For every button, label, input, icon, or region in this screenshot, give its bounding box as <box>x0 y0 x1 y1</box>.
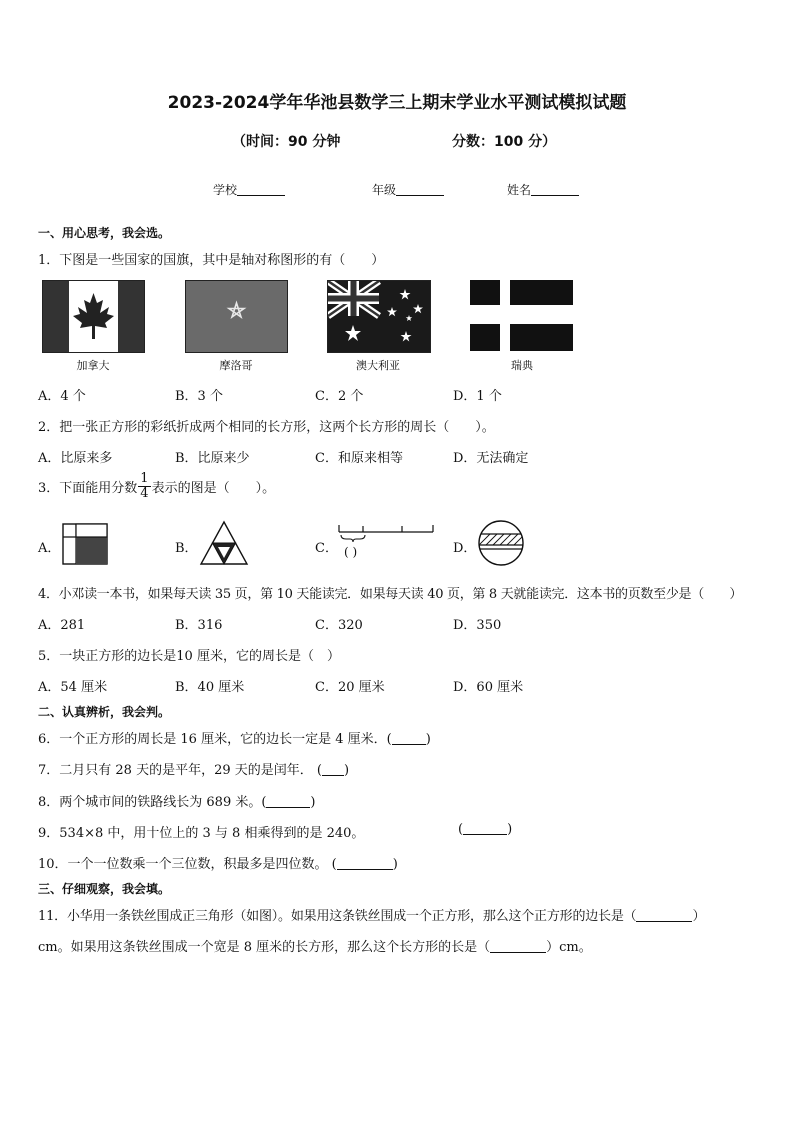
question-9-answer: ( ) <box>458 822 513 837</box>
question-8-text: 8．两个城市间的铁路线长为 689 米。( ) <box>38 795 316 810</box>
question-11-line-1: 11．小华用一条铁丝围成正三角形（如图）。如果用这条铁丝围成一个正方形，那么这个正方形的边长是（ ） <box>38 909 706 924</box>
question-9-text: 9．534×8 中，用十位上的 3 与 8 相乘得到的是 240。 <box>38 826 365 841</box>
q5-option-b: B．40 厘米 <box>175 680 245 695</box>
q5-option-d: D．60 厘米 <box>453 680 524 695</box>
flag-caption-canada: 加拿大 <box>76 359 110 372</box>
australia-flag-image <box>327 280 431 353</box>
q1-option-c: C．2 个 <box>315 389 364 404</box>
answer-blank-6[interactable] <box>392 732 426 745</box>
score-label: 分数：100 分） <box>452 134 557 150</box>
q4-option-b: B．316 <box>175 618 223 633</box>
q2-option-c: C．和原来相等 <box>315 451 403 466</box>
school-field: 学校 <box>213 181 285 198</box>
q4-option-d: D．350 <box>453 618 502 633</box>
answer-blank-9[interactable] <box>463 822 507 835</box>
section-heading-1: 一、用心思考，我会选。 <box>38 226 171 240</box>
q3-option-d-label: D． <box>453 541 477 556</box>
grade-field: 年级 <box>372 181 444 198</box>
q2-option-a: A．比原来多 <box>38 451 113 466</box>
q3-option-a-label: A． <box>38 541 61 556</box>
answer-blank-11b[interactable] <box>490 940 546 953</box>
q1-option-a: A．4 个 <box>38 389 86 404</box>
question-6-text: 6．一个正方形的周长是 16 厘米，它的边长一定是 4 厘米．( ) <box>38 732 431 747</box>
answer-blank-7[interactable] <box>322 763 344 776</box>
question-10-text: 10．一个一位数乘一个三位数，积最多是四位数。 ( ) <box>38 857 398 872</box>
page-title: 2023-2024学年华池县数学三上期末学业水平测试模拟试题 <box>167 93 627 113</box>
section-heading-3: 三、仔细观察，我会填。 <box>38 882 171 896</box>
section-heading-2: 二、认真辨析，我会判。 <box>38 705 171 719</box>
fraction-one-quarter: $\frac{1}{4}$ <box>140 471 149 501</box>
question-11-line-2: cm。如果用这条铁丝围成一个宽是 8 厘米的长方形，那么这个长方形的长是（ ）cm。 <box>38 940 592 955</box>
q3-option-c-label: C． <box>315 541 338 556</box>
answer-blank-10[interactable] <box>337 857 393 870</box>
question-7-text: 7．二月只有 28 天的是平年，29 天的是闰年． ( ) <box>38 763 350 778</box>
q4-option-a: A．281 <box>38 618 86 633</box>
q1-option-d: D．1 个 <box>453 389 502 404</box>
name-field: 姓名 <box>507 181 579 198</box>
sweden-flag-image <box>470 280 573 351</box>
q3-figure-c-paren: ( ) <box>344 545 358 559</box>
flag-caption-morocco: 摩洛哥 <box>219 359 253 372</box>
question-1-text: 1．下图是一些国家的国旗，其中是轴对称图形的有（ ） <box>38 253 385 268</box>
question-3-text: 3．下面能用分数 $\frac{1}{4}$ 表示的图是（ ）。 <box>38 471 276 501</box>
q3-figure-b-triangle <box>199 520 249 566</box>
answer-blank-8[interactable] <box>266 795 310 808</box>
answer-blank-11a[interactable] <box>636 909 692 922</box>
q5-option-a: A．54 厘米 <box>38 680 108 695</box>
question-2-text: 2．把一张正方形的彩纸折成两个相同的长方形，这两个长方形的周长（ ）。 <box>38 420 495 435</box>
morocco-flag-image <box>185 280 288 353</box>
q2-option-d: D．无法确定 <box>453 451 529 466</box>
q3-figure-c-segment <box>336 520 436 566</box>
q1-option-b: B．3 个 <box>175 389 223 404</box>
flag-caption-sweden: 瑞典 <box>511 359 533 372</box>
canada-flag-image <box>42 280 145 353</box>
q4-option-c: C．320 <box>315 618 363 633</box>
time-label: （时间：90 分钟 <box>232 134 341 150</box>
q3-figure-a-square <box>62 523 108 565</box>
q3-option-b-label: B． <box>175 541 198 556</box>
flag-caption-australia: 澳大利亚 <box>356 359 400 372</box>
q3-figure-d-circle <box>477 519 525 567</box>
question-4-text: 4．小邓读一本书，如果每天读 35 页，第 10 天能读完．如果每天读 40 页，第 8 天就能读完．这本书的页数至少是（ ） <box>38 587 743 602</box>
q2-option-b: B．比原来少 <box>175 451 250 466</box>
q5-option-c: C．20 厘米 <box>315 680 385 695</box>
question-5-text: 5．一块正方形的边长是10 厘米，它的周长是（ ） <box>38 649 340 664</box>
